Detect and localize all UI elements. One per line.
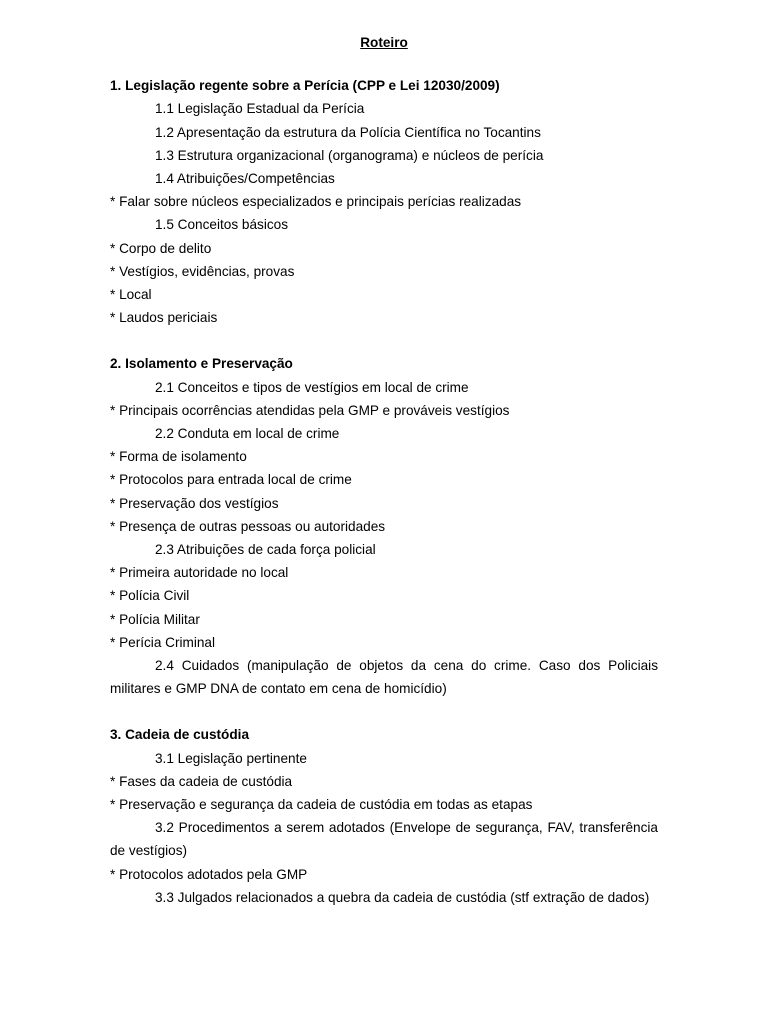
- subsection-line: 2.2 Conduta em local de crime: [155, 426, 340, 441]
- bullet-line: * Fases da cadeia de custódia: [110, 773, 293, 789]
- spacer: [110, 329, 658, 352]
- spacer: [110, 700, 658, 723]
- bullet-line: * Local: [110, 286, 152, 302]
- section-3: [110, 723, 658, 909]
- section-2: [110, 352, 658, 700]
- document-page: [110, 34, 658, 909]
- document-title: Roteiro: [360, 35, 408, 50]
- subsection-line: 1.2 Apresentação da estrutura da Polícia Científica no Tocantins: [155, 124, 541, 140]
- bullet-line: * Vestígios, evidências, provas: [110, 263, 295, 279]
- bullet-line: * Perícia Criminal: [110, 634, 215, 650]
- justified-paragraph: 3.3 Julgados relacionados a quebra da cadeia de custódia (stf extração de dados): [155, 889, 650, 905]
- subsection-line: 1.1 Legislação Estadual da Perícia: [155, 101, 365, 117]
- subsection-line: 1.4 Atribuições/Competências: [155, 170, 335, 186]
- bullet-line: * Polícia Militar: [110, 611, 200, 627]
- bullet-line: * Protocolos para entrada local de crime: [110, 472, 352, 488]
- bullet-line: * Primeira autoridade no local: [110, 565, 289, 581]
- subsection-line: 1.5 Conceitos básicos: [155, 217, 288, 233]
- bullet-line: * Principais ocorrências atendidas pela GMP e prováveis vestígios: [110, 402, 510, 418]
- bullet-line: * Laudos periciais: [110, 310, 218, 326]
- subsection-line: 2.3 Atribuições de cada força policial: [155, 541, 376, 557]
- section-heading: 3. Cadeia de custódia: [110, 727, 250, 743]
- bullet-line: * Forma de isolamento: [110, 449, 247, 465]
- bullet-line: * Preservação dos vestígios: [110, 495, 279, 511]
- bullet-line: * Preservação e segurança da cadeia de custódia em todas as etapas: [110, 797, 533, 813]
- spacer: [110, 51, 658, 74]
- bullet-line: * Polícia Civil: [110, 588, 190, 604]
- justified-paragraph: 2.4 Cuidados (manipulação de objetos da cena do crime. Caso dos Policiais militares e GMP DNA de contato em cena de homicídio): [110, 657, 658, 697]
- bullet-line: * Corpo de delito: [110, 240, 212, 256]
- bullet-line: * Falar sobre núcleos especializados e principais perícias realizadas: [110, 194, 522, 210]
- bullet-line: * Presença de outras pessoas ou autoridades: [110, 518, 386, 534]
- section-heading: 2. Isolamento e Preservação: [110, 356, 293, 372]
- subsection-line: 2.1 Conceitos e tipos de vestígios em local de crime: [155, 379, 469, 395]
- bullet-line: * Protocolos adotados pela GMP: [110, 866, 308, 882]
- section-1: [110, 74, 658, 329]
- subsection-line: 1.3 Estrutura organizacional (organograma) e núcleos de perícia: [155, 147, 544, 163]
- subsection-line: 3.1 Legislação pertinente: [155, 750, 307, 766]
- justified-paragraph: 3.2 Procedimentos a serem adotados (Envelope de segurança, FAV, transferência de vestígios): [110, 820, 658, 859]
- section-heading: 1. Legislação regente sobre a Perícia (CPP e Lei 12030/2009): [110, 78, 500, 94]
